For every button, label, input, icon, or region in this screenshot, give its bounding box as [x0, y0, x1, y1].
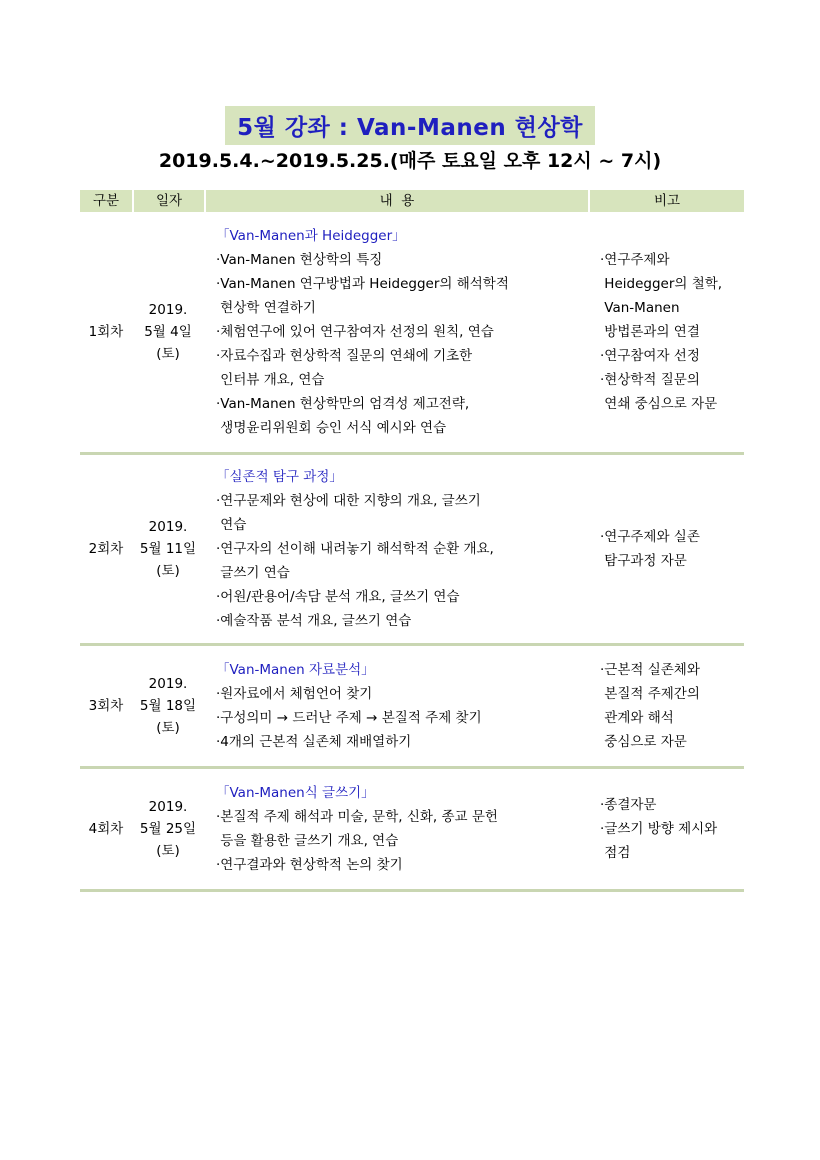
- content-item: ·자료수집과 현상학적 질문의 연쇄에 기초한: [216, 348, 473, 364]
- date-day: 5월 4일: [144, 324, 192, 340]
- header-date: 일자: [132, 190, 204, 212]
- header-note: 비고: [588, 190, 744, 212]
- session-content: [204, 646, 588, 769]
- page-subtitle: 2019.5.4.~2019.5.25.(매주 토요일 오후 12시 ~ 7시): [158, 150, 662, 172]
- content-item: 생명윤리위원회 승인 서식 예시와 연습: [216, 420, 447, 436]
- note-item: 방법론과의 연결: [600, 324, 700, 340]
- content-item: ·체험연구에 있어 연구참여자 선정의 원칙, 연습: [216, 324, 494, 340]
- header-content: 내 용: [204, 190, 588, 212]
- date-year: 2019.: [148, 799, 188, 815]
- table-header-row: [80, 190, 744, 212]
- content-item: ·4개의 근본적 실존체 재배열하기: [216, 734, 412, 750]
- session-title: 「실존적 탐구 과정」: [216, 469, 343, 485]
- date-weekday: (토): [156, 346, 180, 362]
- session-title: 「Van-Manen식 글쓰기」: [216, 785, 375, 801]
- table-row: [80, 212, 744, 455]
- schedule-table: [80, 190, 744, 892]
- content-item: ·Van-Manen 현상학의 특징: [216, 252, 383, 268]
- session-note: [588, 646, 744, 769]
- note-item: ·현상학적 질문의: [600, 372, 700, 388]
- date-weekday: (토): [156, 843, 180, 859]
- note-item: ·연구참여자 선정: [600, 348, 700, 364]
- content-item: ·원자료에서 체험언어 찾기: [216, 686, 373, 702]
- note-item: ·근본적 실존체와: [600, 662, 700, 678]
- date-weekday: (토): [156, 563, 180, 579]
- content-item: 글쓰기 연습: [216, 565, 290, 581]
- session-content: [204, 212, 588, 455]
- note-item: 중심으로 자문: [600, 734, 687, 750]
- note-item: ·연구주제와 실존: [600, 529, 700, 545]
- session-date: [132, 212, 204, 455]
- note-item: 점검: [600, 845, 631, 861]
- content-item: 현상학 연결하기: [216, 300, 316, 316]
- content-item: ·어원/관용어/속담 분석 개요, 글쓰기 연습: [216, 589, 460, 605]
- note-item: Van-Manen: [600, 300, 680, 316]
- page-title: 5월 강좌 : Van-Manen 현상학: [225, 106, 595, 145]
- session-date: [132, 646, 204, 769]
- round-label: 2회차: [80, 455, 132, 646]
- note-item: Heidegger의 철학,: [600, 276, 723, 292]
- round-label: 3회차: [80, 646, 132, 769]
- round-label: 4회차: [80, 769, 132, 892]
- table-row: [80, 646, 744, 769]
- content-item: ·Van-Manen 현상학만의 엄격성 제고전략,: [216, 396, 470, 412]
- content-item: ·연구결과와 현상학적 논의 찾기: [216, 857, 403, 873]
- content-item: ·Van-Manen 연구방법과 Heidegger의 해석학적: [216, 276, 509, 292]
- date-year: 2019.: [148, 676, 188, 692]
- date-weekday: (토): [156, 720, 180, 736]
- date-day: 5월 11일: [139, 541, 197, 557]
- content-item: ·연구문제와 현상에 대한 지향의 개요, 글쓰기: [216, 493, 481, 509]
- note-item: 탐구과정 자문: [600, 553, 687, 569]
- round-label: 1회차: [80, 212, 132, 455]
- session-title: 「Van-Manen과 Heidegger」: [216, 228, 406, 244]
- date-day: 5월 25일: [139, 821, 197, 837]
- note-item: ·연구주제와: [600, 252, 670, 268]
- session-title: 「Van-Manen 자료분석」: [216, 662, 375, 678]
- session-date: [132, 769, 204, 892]
- note-item: 관계와 해석: [600, 710, 674, 726]
- session-note: [588, 769, 744, 892]
- content-item: ·예술작품 분석 개요, 글쓰기 연습: [216, 613, 412, 629]
- table-row: [80, 455, 744, 646]
- header-round: 구분: [80, 190, 132, 212]
- session-date: [132, 455, 204, 646]
- date-year: 2019.: [148, 302, 188, 318]
- date-year: 2019.: [148, 519, 188, 535]
- content-item: ·본질적 주제 해석과 미술, 문학, 신화, 종교 문헌: [216, 809, 498, 825]
- session-content: [204, 455, 588, 646]
- note-item: ·글쓰기 방향 제시와: [600, 821, 718, 837]
- content-item: ·연구자의 선이해 내려놓기 해석학적 순환 개요,: [216, 541, 494, 557]
- content-item: 등을 활용한 글쓰기 개요, 연습: [216, 833, 399, 849]
- session-note: [588, 212, 744, 455]
- date-day: 5월 18일: [139, 698, 197, 714]
- content-item: 연습: [216, 517, 247, 533]
- note-item: 본질적 주제간의: [600, 686, 700, 702]
- session-note: [588, 455, 744, 646]
- table-row: [80, 769, 744, 892]
- session-content: [204, 769, 588, 892]
- note-item: 연쇄 중심으로 자문: [600, 396, 718, 412]
- title-wrapper: [0, 106, 820, 145]
- content-item: 인터뷰 개요, 연습: [216, 372, 325, 388]
- note-item: ·종결자문: [600, 797, 657, 813]
- content-item: ·구성의미 → 드러난 주제 → 본질적 주제 찾기: [216, 710, 482, 726]
